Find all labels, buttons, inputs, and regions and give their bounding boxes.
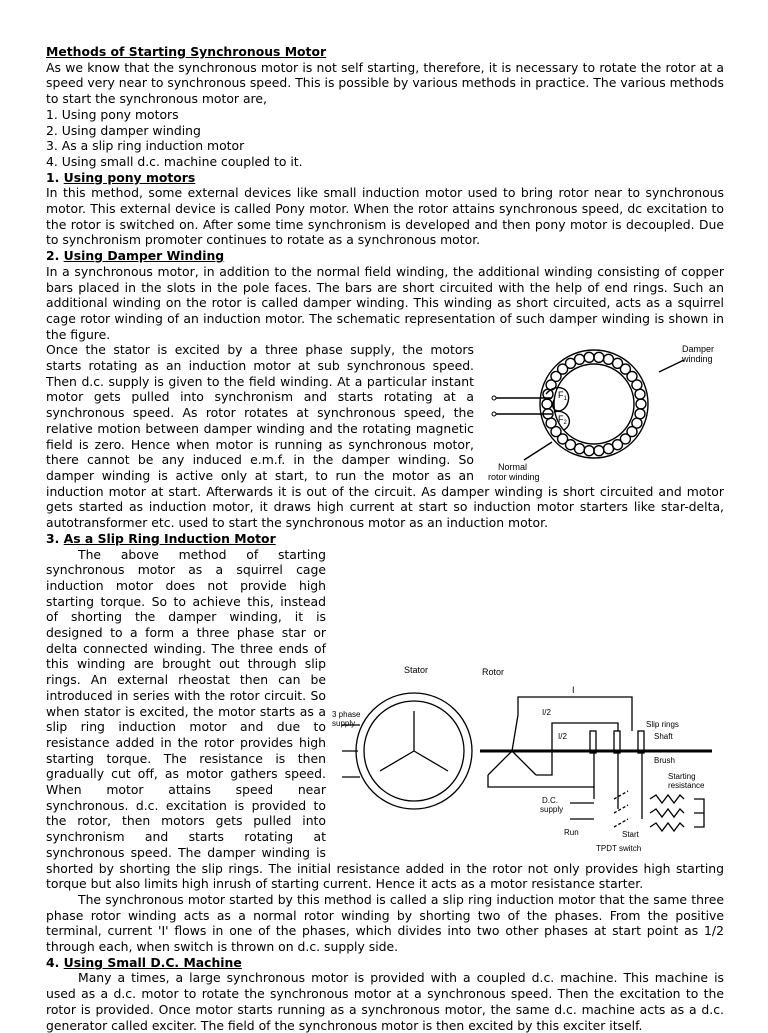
slip-rings-label: Slip rings	[646, 719, 679, 729]
damper-coil-loop	[594, 446, 604, 456]
intro-paragraph: As we know that the synchronous motor is not self starting, therefore, it is necessary to rotate the rotor at a speed very near to synchronous speed. This is possible by various methods in practice. The various methods to start the synchronous motor are,	[46, 59, 724, 107]
damper-label: Damper	[682, 344, 715, 355]
terminal-dot	[492, 396, 496, 400]
starting-resistance-label: resistance	[668, 780, 705, 790]
damper-coil-loop	[584, 353, 594, 363]
terminal-dot	[492, 412, 496, 416]
section-number: 3.	[46, 530, 64, 546]
section-title: Using Damper Winding	[63, 248, 225, 264]
current-label: I	[572, 684, 575, 695]
damper-coil-loop	[635, 409, 645, 419]
normal-label: rotor winding	[488, 472, 540, 483]
rotor-lead-2	[536, 723, 618, 775]
dc-supply-label: D.C.	[542, 795, 558, 805]
section-2-body-1: In a synchronous motor, in addition to the normal field winding, the additional winding consisting of copper bars placed in the slots in the pole faces. The bars are short circuited with the help of end rings. Such an additional winding on the rotor is called damper winding. This winding as short circuited, acts as a squirrel cage rotor winding of an induction motor. The schematic representation of such damper winding is shown in the figure.	[46, 263, 724, 342]
outer-ring	[540, 350, 648, 458]
section-3-heading	[46, 531, 724, 547]
inner-ring	[554, 364, 634, 444]
damper-winding-figure	[484, 342, 724, 482]
section-number: 2.	[46, 248, 64, 264]
damper-coil-loop	[546, 418, 556, 428]
starting-resistors	[650, 795, 684, 831]
run-label: Run	[564, 827, 579, 837]
normal-pointer	[524, 442, 552, 460]
dc-supply-leads	[570, 803, 594, 819]
stator-label: Stator	[404, 664, 429, 675]
damper-coil-loop	[632, 380, 642, 390]
stator-star-winding	[380, 711, 448, 771]
damper-coil-loop	[604, 444, 614, 454]
f2-label: $F_2$	[558, 414, 567, 427]
supply-label: 3 phase	[332, 709, 361, 719]
start-label: Start	[622, 829, 639, 839]
damper-coil-loop	[575, 355, 585, 365]
list-item: 2. Using damper winding	[46, 122, 201, 138]
section-3-body-1: The above method of starting synchronous motor as a squirrel cage induction motor does not provide high starting torque. So to achieve this, instead of shorting the damper winding, it is designed to a form a three phase star or delta connected winding. The three ends of this winding are brought out through slip rings. An external rheostat then can be introduced in series with the rotor circuit. So when stator is excited, the motor starts as a slip ring induction motor and due to resistance added in the rotor provides high starting torque. The resistance is then gradually cut off, as motor gathers speed. When motor attains speed near synchronous. d.c. excitation is provided to the rotor, then motors gets pulled into synchronism and starts rotating at synchronous speed. The damper winding is shorted by shorting the slip rings. The initial resistance added in the rotor not only provides high starting torque but also limits high inrush of starting current. Hence it acts as a motor resistance starter.	[46, 546, 724, 892]
brush-label: Brush	[654, 755, 675, 765]
section-number: 4.	[46, 954, 64, 970]
supply-label: supply	[332, 718, 356, 728]
damper-coil-loop	[635, 390, 645, 400]
list-item: 3. As a slip ring induction motor	[46, 138, 245, 154]
list-item: 1. Using pony motors	[46, 106, 179, 122]
damper-pointer	[659, 360, 684, 372]
normal-label: Normal	[498, 462, 528, 473]
resistor-common	[694, 799, 704, 827]
damper-coil-loop	[594, 353, 604, 363]
damper-coil-loops	[542, 353, 646, 456]
section-number: 1.	[46, 169, 64, 185]
supply-leads	[342, 725, 360, 777]
section-title: Using Small D.C. Machine	[63, 954, 242, 970]
damper-coil-loop	[636, 399, 646, 409]
document	[46, 44, 724, 1033]
section-2-body-2: Once the stator is excited by a three phase supply, the motors starts rotating as an induction motor at sub synchronous speed. Then d.c. supply is given to the field winding. At a particular instant motor gets pulled into synchronism and starts rotating at a synchronous speed. As rotor rotates at synchronous speed, the relative motion between damper winding and the rotating magnetic field is zero. Hence when motor is running as synchronous motor, there cannot be any induced e.m.f. in the damper winding. So damper winding is active only at start, to run the motor as an induction motor at start. Afterwards it is out of the circuit. As damper winding is short circuited and motor gets started as induction motor, it draws high current at start so induction motor starters like star-delta, autotransformer etc. used to start the synchronous motor as an induction motor.	[46, 342, 724, 531]
slip-ring-circuit-figure	[332, 659, 724, 855]
rotor-lead-3	[488, 753, 594, 787]
section-4-heading	[46, 955, 724, 971]
list-item: 4. Using small d.c. machine coupled to it.	[46, 153, 303, 169]
section-4-body: Many a times, a large synchronous motor is provided with a coupled d.c. machine. This machine is used as a d.c. motor to rotate the synchronous motor at a synchronous speed. Then the excitation to the rotor is provided. Once motor starts running as a synchronous motor, the same d.c. machine acts as a d.c. generator called exciter. The field of the synchronous motor is then excited by this exciter itself.	[46, 970, 724, 1033]
current-label: I/2	[558, 731, 567, 741]
damper-label: winding	[682, 354, 713, 365]
brush-leads	[594, 753, 642, 819]
f1-label: $F_1$	[558, 390, 567, 403]
section-1-body: In this method, some external devices like small induction motor used to bring rotor near to synchronous motor. This external device is called Pony motor. When the rotor attains synchronous speed, dc excitation to the rotor is switched on. After some time synchronism is developed and then pony motor is decoupled. Due to synchronism promoter continues to rotate as a synchronous motor.	[46, 185, 724, 248]
section-2-heading	[46, 248, 724, 264]
damper-coil-loop	[542, 399, 552, 409]
section-3-body-2: The synchronous motor started by this method is called a slip ring induction motor that the same three phase rotor winding acts as a normal rotor winding by shorting two of the phases. From the positive terminal, current 'I' flows in one of the phases, which divides into two other phases at start point as 1/2 through each, when switch is thrown on d.c. supply side.	[46, 891, 724, 955]
damper-coil-loop	[584, 446, 594, 456]
rotor-label: Rotor	[482, 666, 505, 677]
section-title: As a Slip Ring Induction Motor	[63, 530, 276, 546]
tpdt-switch-blades	[614, 791, 628, 827]
doc-title: Methods of Starting Synchronous Motor	[46, 44, 327, 59]
section-title: Using pony motors	[63, 169, 196, 185]
rotor-lead-1	[518, 697, 632, 731]
dc-supply-label: supply	[540, 804, 564, 814]
starting-resistance-label: Starting	[668, 771, 696, 781]
current-label: I/2	[542, 707, 551, 717]
tpdt-label: TPDT switch	[596, 843, 642, 853]
section-1-heading	[46, 170, 724, 186]
rotor-star-winding	[488, 715, 536, 775]
shaft-label: Shaft	[654, 731, 673, 741]
